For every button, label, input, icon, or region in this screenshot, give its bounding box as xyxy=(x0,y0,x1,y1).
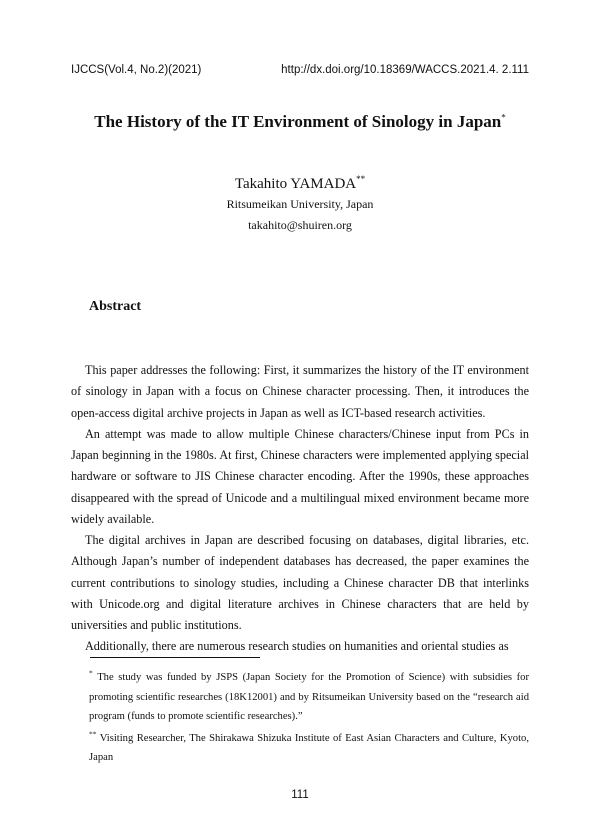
abstract-heading: Abstract xyxy=(89,299,142,314)
paper-title xyxy=(0,112,600,132)
footnote-text: The study was funded by JSPS (Japan Society for the Promotion of Science) with subsidies for promoting scientific researches (18K12001) and by Ritsumeikan University based on the “research aid program (funds to promote scientific researches).” xyxy=(89,672,529,723)
footnote xyxy=(89,668,529,727)
abstract-paragraph: An attempt was made to allow multiple Chinese characters/Chinese input from PCs in Japan beginning in the 1980s. At first, Chinese characters were implemented applying special hardware or software to JIS Chinese character encoding. After the 1990s, these approaches disappeared with the spread of Unicode and a multilingual mixed environment became more widely available. xyxy=(71,426,529,526)
footnotes xyxy=(89,668,529,770)
author-footnote-mark: ** xyxy=(356,174,366,184)
footnote-text: Visiting Researcher, The Shirakawa Shizuka Institute of East Asian Characters and Culture, Kyoto, Japan xyxy=(89,732,529,764)
footnote-mark: * xyxy=(89,668,93,678)
abstract-body xyxy=(71,360,529,658)
footnote-mark: ** xyxy=(89,729,97,739)
author-affiliation: Ritsumeikan University, Japan xyxy=(226,197,374,211)
author-name xyxy=(0,176,600,193)
footnote xyxy=(89,729,529,768)
title-footnote-mark: * xyxy=(501,112,506,123)
footnote-divider xyxy=(90,657,260,658)
doi-header: http://dx.doi.org/10.18369/WACCS.2021.4. 2.111 xyxy=(281,64,529,76)
author-email: takahito@shuiren.org xyxy=(248,218,352,232)
abstract-paragraph: This paper addresses the following: First, it summarizes the history of the IT environment of sinology in Japan with a focus on Chinese character processing. Then, it introduces the open-access digital archive projects in Japan as well as ICT-based research activities. xyxy=(71,363,529,420)
abstract-paragraph: Additionally, there are numerous research studies on humanities and oriental studies as xyxy=(85,639,509,654)
abstract-paragraph: The digital archives in Japan are described focusing on databases, digital libraries, etc. Although Japan’s number of independent databases has decreased, the paper examines the current contributions to sinology studies, including a Chinese character DB that interlinks with Unicode.org and digital literature archives in Chinese characters that are held by universities and public institutions. xyxy=(71,533,529,632)
author-name-text: Takahito YAMADA xyxy=(234,176,357,192)
title-text: The History of the IT Environment of Sinology in Japan xyxy=(94,112,502,131)
page-number: 111 xyxy=(291,789,309,801)
journal-header: IJCCS(Vol.4, No.2)(2021) xyxy=(71,64,202,76)
